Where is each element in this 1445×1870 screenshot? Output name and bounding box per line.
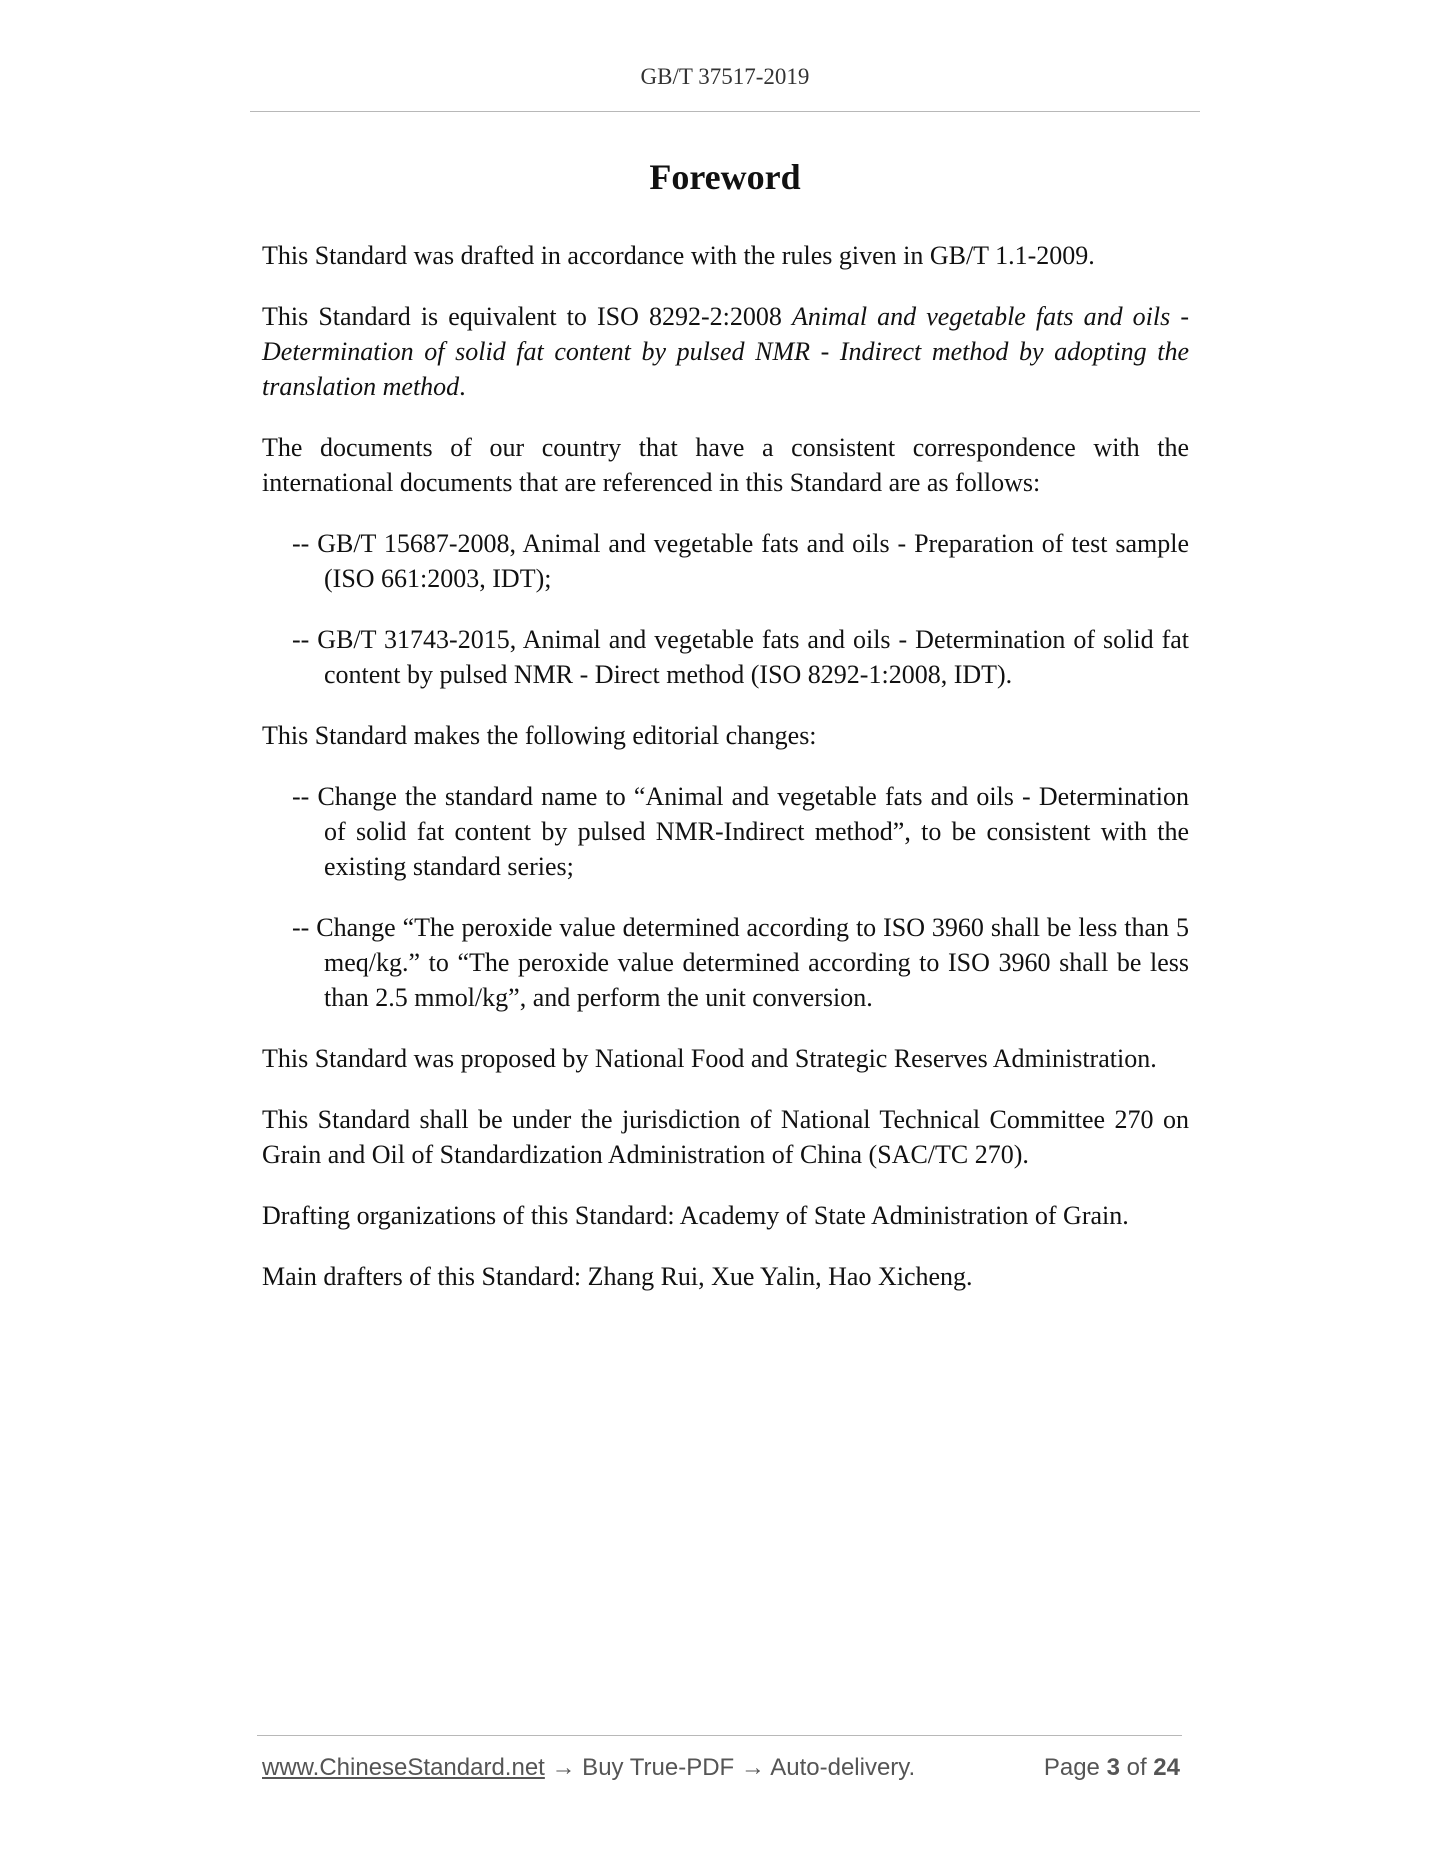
paragraph-drafting-rules: This Standard was drafted in accordance with the rules given in GB/T 1.1-2009. (262, 241, 1095, 270)
of-label: of (1126, 1754, 1147, 1781)
foreword-body (262, 238, 1189, 1320)
list-item-gbt-15687: -- GB/T 15687-2008, Animal and vegetable fats and oils - Preparation of test sample (ISO 661:2003, IDT); (292, 529, 1189, 593)
document-id-header: GB/T 37517-2019 (640, 64, 810, 89)
list-item-peroxide-change: -- Change “The peroxide value determined according to ISO 3960 shall be less than 5 meq/kg.” to “The peroxide value determined according to ISO 3960 shall be less than 2.5 mmol/kg”, and perform the unit conversion. (292, 913, 1189, 1012)
list-item-gbt-31743: -- GB/T 31743-2015, Animal and vegetable fats and oils - Determination of solid fat content by pulsed NMR - Direct method (ISO 8292-1:2008, IDT). (292, 625, 1189, 689)
paragraph-main-drafters: Main drafters of this Standard: Zhang Rui, Xue Yalin, Hao Xicheng. (262, 1262, 973, 1291)
paragraph-correspondence: The documents of our country that have a consistent correspondence with the international documents that are referenced in this Standard are as follows: (262, 433, 1189, 497)
chinesestandard-link[interactable]: www.ChineseStandard.net (262, 1754, 545, 1781)
list-item-name-change: -- Change the standard name to “Animal and vegetable fats and oils - Determination of solid fat content by pulsed NMR-Indirect method”, to be consistent with the existing standard series; (292, 782, 1189, 881)
page-number (1044, 1754, 1180, 1782)
footer-divider (257, 1735, 1182, 1736)
paragraph-jurisdiction: This Standard shall be under the jurisdiction of National Technical Committee 270 on Grain and Oil of Standardization Administration of China (SAC/TC 270). (262, 1105, 1189, 1169)
iso-title-italic: Animal and vegetable fats and oils - Determination of solid fat content by pulsed NMR - Indirect method by adopting the translation method (262, 302, 1189, 401)
paragraph-editorial-changes: This Standard makes the following editorial changes: (262, 721, 817, 750)
total-pages: 24 (1153, 1754, 1180, 1781)
paragraph-equivalence (262, 299, 1189, 404)
page-title: Foreword (649, 157, 801, 197)
page-footer (262, 1754, 1182, 1784)
page-label: Page (1043, 1754, 1100, 1781)
equivalence-suffix: . (459, 372, 466, 401)
header-divider (250, 111, 1200, 112)
footer-tagline: → Buy True-PDF → Auto-delivery. (544, 1754, 916, 1781)
current-page: 3 (1106, 1754, 1120, 1781)
paragraph-proposed-by: This Standard was proposed by National Food and Strategic Reserves Administration. (262, 1044, 1157, 1073)
footer-promo (262, 1754, 915, 1782)
equivalence-prefix: This Standard is equivalent to ISO 8292-2:2008 (262, 302, 792, 331)
paragraph-drafting-organizations: Drafting organizations of this Standard: Academy of State Administration of Grain. (262, 1201, 1129, 1230)
